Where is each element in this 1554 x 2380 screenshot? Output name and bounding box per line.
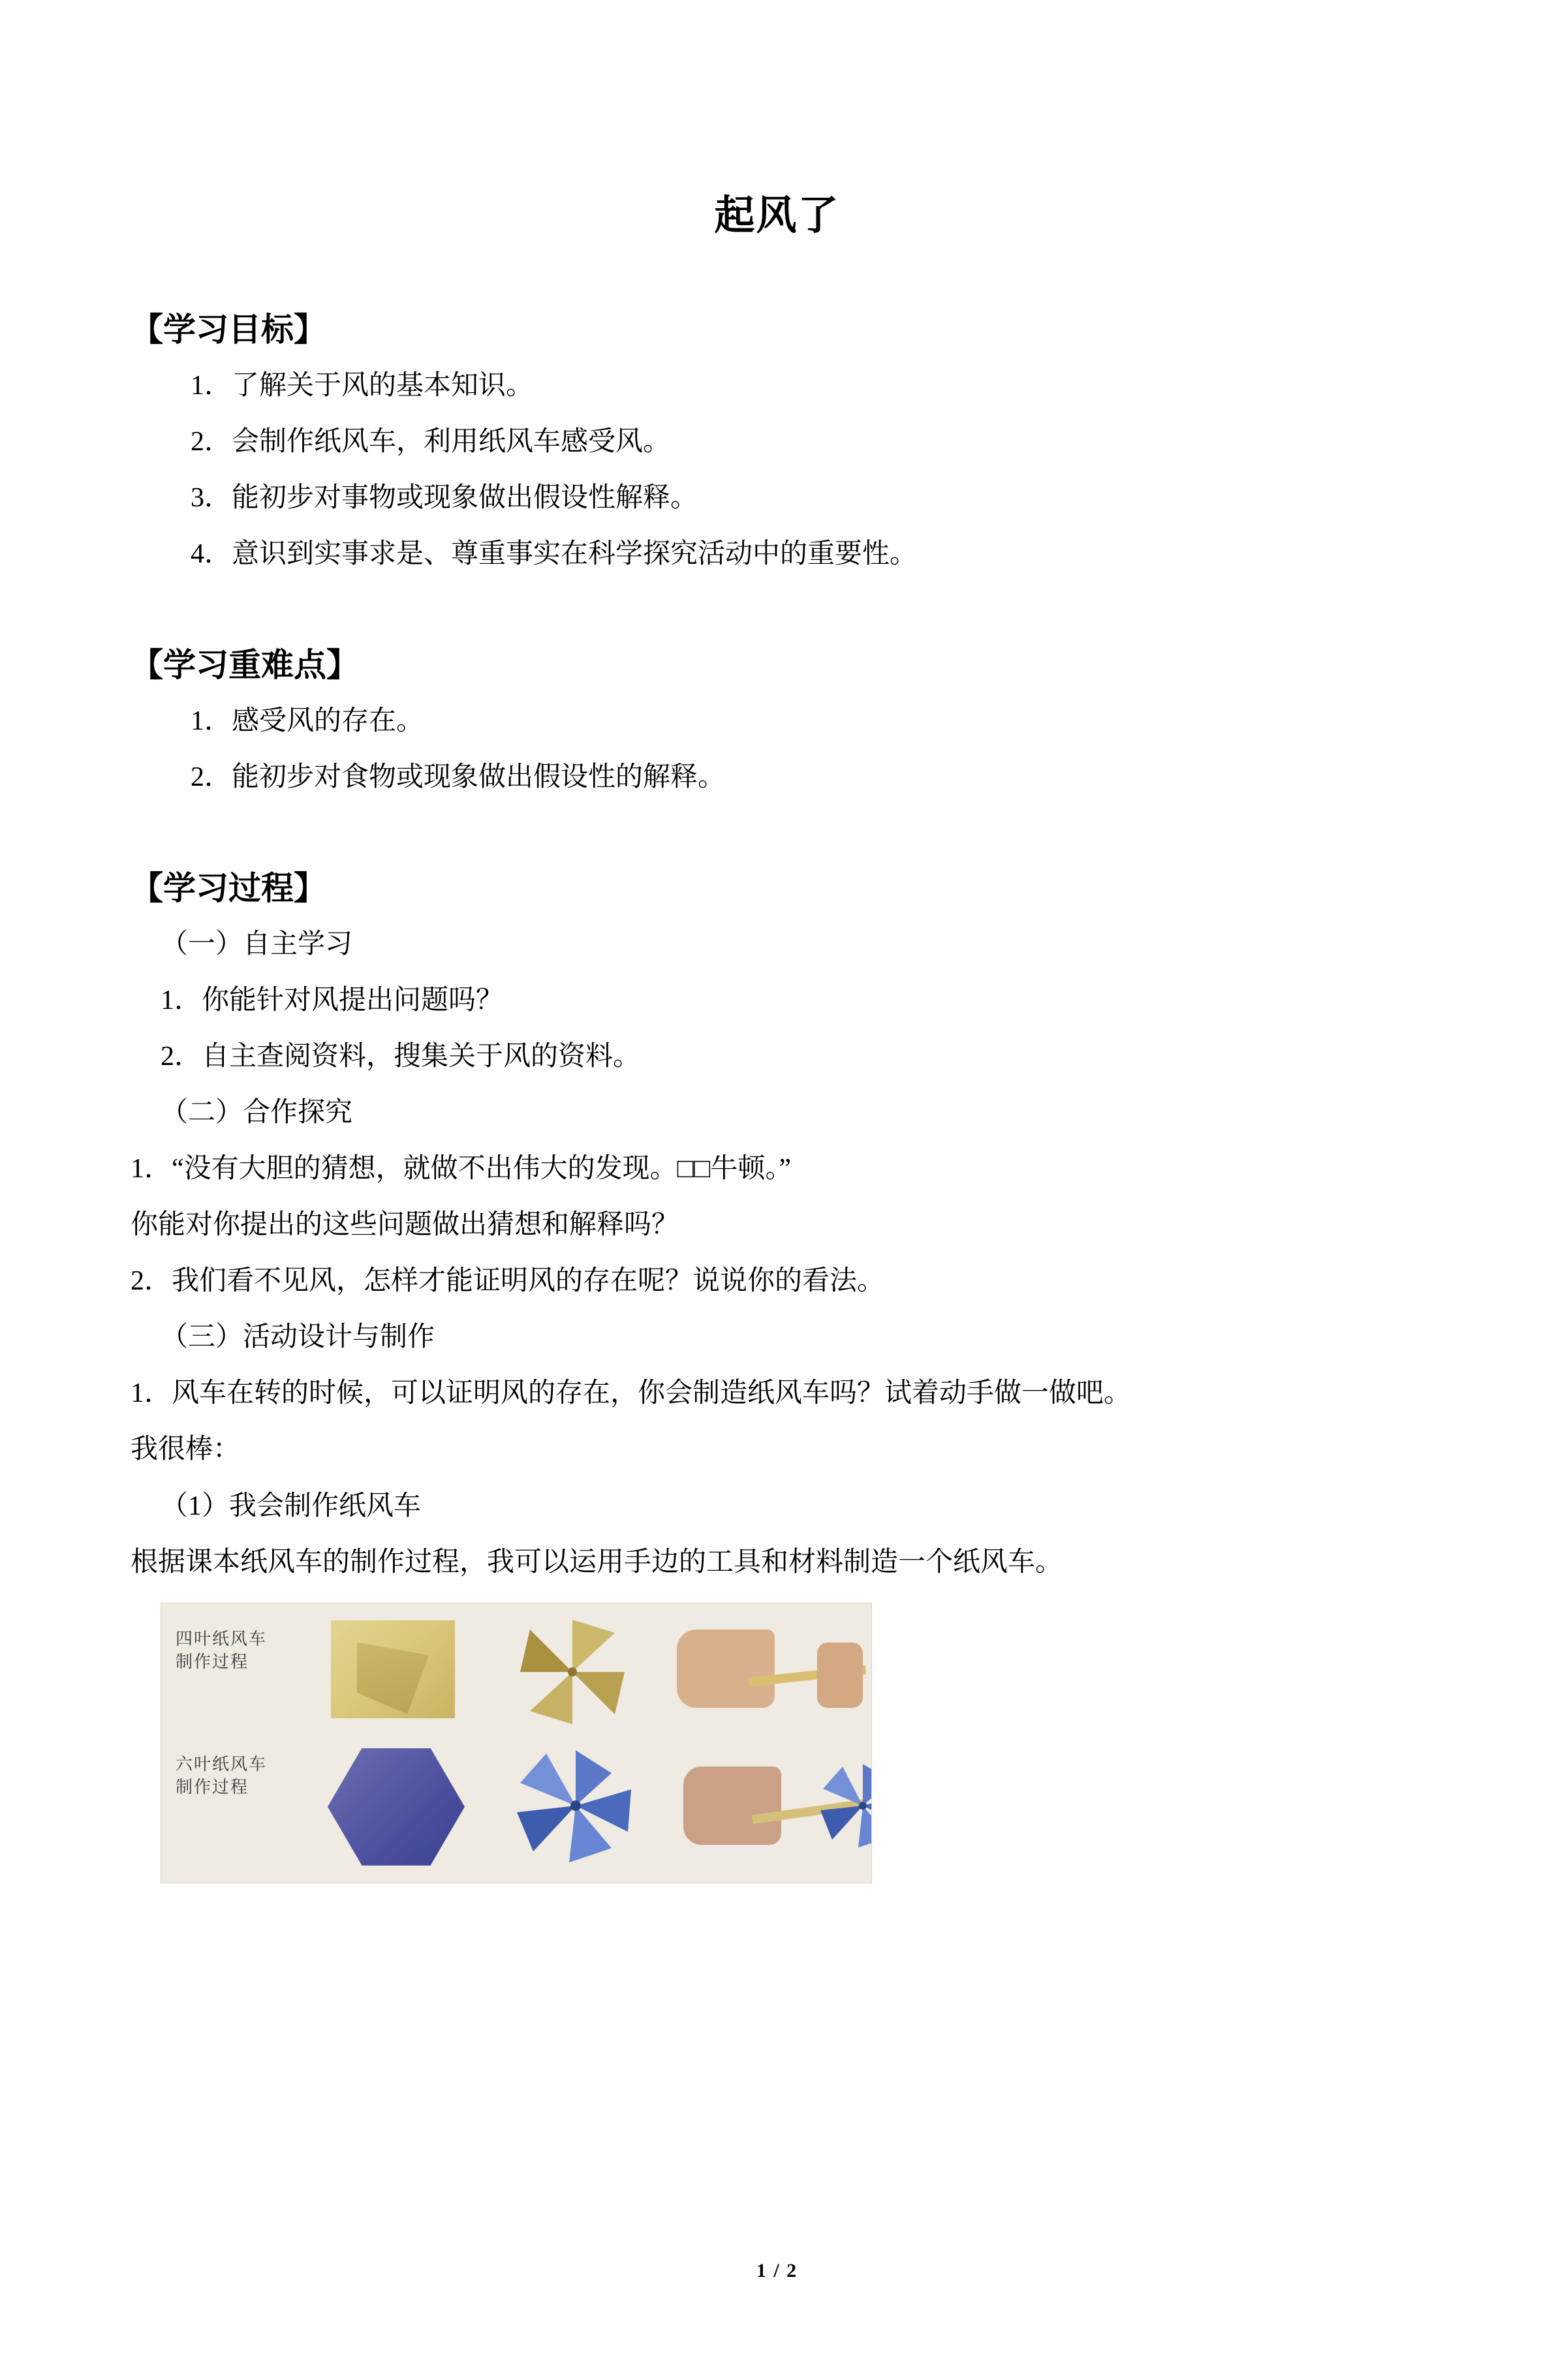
pinwheel-process-image: [161, 1603, 872, 1883]
yellow-pinwheel-icon: [507, 1616, 638, 1727]
list-item: 2．自主查阅资料，搜集关于风的资料。: [161, 1042, 641, 1072]
document-page: [0, 183, 1554, 2380]
hand-icon: [683, 1767, 781, 1845]
figure-label-line: 四叶纸风车: [176, 1629, 268, 1649]
figure-label-line: 制作过程: [176, 1777, 249, 1797]
list-item: 2．我们看不见风，怎样才能证明风的存在呢？说说你的看法。: [131, 1266, 885, 1297]
figure-label-line: 六叶纸风车: [176, 1754, 268, 1774]
list-item: 1．风车在转的时候，可以证明风的存在，你会制造纸风车吗？试着动手做一做吧。: [131, 1378, 1132, 1409]
section-learning-goals: [131, 303, 1423, 576]
page-number: 1 / 2: [756, 2260, 798, 2281]
blue-pinwheel-icon: [507, 1744, 644, 1868]
list-item: 1．你能针对风提出问题吗？: [161, 985, 504, 1016]
list-item: 我很棒：: [131, 1434, 241, 1465]
section-heading: 【学习过程】: [131, 869, 326, 908]
list-item: 你能对你提出的这些问题做出猜想和解释吗？: [131, 1210, 679, 1241]
section-body: [131, 922, 1423, 1584]
list-item: 3．能初步对事物或现象做出假设性解释。: [191, 483, 698, 514]
figure-label-line: 制作过程: [176, 1652, 249, 1672]
section-body: [131, 699, 1423, 799]
list-item: （二）合作探究: [161, 1098, 353, 1128]
section-heading: 【学习重难点】: [131, 645, 359, 685]
hand-icon: [677, 1630, 775, 1708]
list-item: （1）我会制作纸风车: [161, 1491, 422, 1521]
page-title: 起风了: [714, 191, 840, 239]
hand-icon: [817, 1643, 863, 1708]
list-item: 2．能初步对食物或现象做出假设性的解释。: [191, 762, 726, 793]
list-item: （一）自主学习: [161, 929, 353, 960]
blue-paper-hexagon-icon: [328, 1748, 465, 1866]
list-item: 1．“没有大胆的猜想，就做不出伟大的发现。□□牛顿。”: [131, 1154, 792, 1184]
figure-label-six-blade: [176, 1754, 267, 1799]
list-item: 2．会制作纸风车，利用纸风车感受风。: [191, 427, 671, 457]
list-item: （三）活动设计与制作: [161, 1322, 435, 1353]
list-item: 1．感受风的存在。: [191, 706, 424, 737]
blue-pinwheel-icon: [814, 1760, 872, 1851]
list-item: 根据课本纸风车的制作过程，我可以运用手边的工具和材料制造一个纸风车。: [131, 1547, 1063, 1577]
figure-label-four-blade: [176, 1628, 267, 1674]
section-body: [131, 363, 1423, 576]
section-learning-process: [131, 862, 1423, 1584]
list-item: 4．意识到实事求是、尊重事实在科学探究活动中的重要性。: [191, 539, 918, 570]
list-item: 1．了解关于风的基本知识。: [191, 371, 534, 401]
section-key-difficulties: [131, 639, 1423, 799]
section-heading: 【学习目标】: [131, 310, 326, 348]
